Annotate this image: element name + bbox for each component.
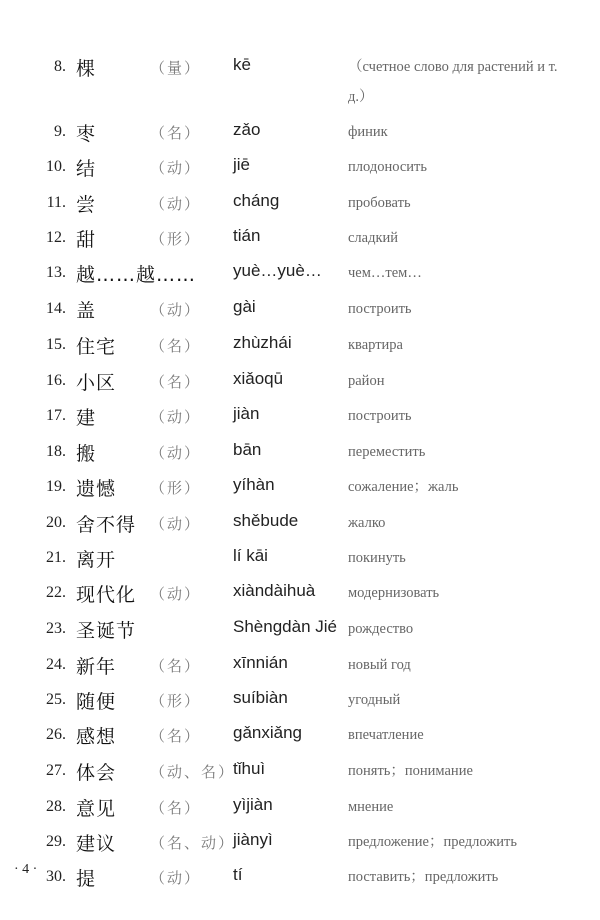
chinese-word: 越……越……: [76, 264, 197, 286]
chinese-word: 搬: [76, 443, 97, 465]
russian-translation: чем…тем…: [348, 265, 422, 281]
pinyin: tí: [233, 865, 243, 884]
entry-number: 8.: [54, 58, 66, 75]
pinyin: jiàn: [233, 404, 260, 423]
chinese-word: 新年: [76, 656, 117, 678]
part-of-speech: （名）: [150, 657, 202, 675]
russian-translation: построить: [348, 408, 412, 424]
chinese-word: 建议: [76, 833, 117, 855]
russian-translation: впечатление: [348, 727, 424, 743]
russian-translation: построить: [348, 301, 412, 317]
pinyin: gài: [233, 297, 256, 316]
pinyin: kē: [233, 55, 251, 74]
part-of-speech: （动）: [150, 585, 202, 603]
pinyin: zǎo: [233, 120, 261, 139]
entry-number: 19.: [46, 478, 66, 495]
vocabulary-row: [0, 330, 600, 360]
chinese-word: 体会: [76, 762, 117, 784]
entry-number: 9.: [54, 123, 66, 140]
part-of-speech: （动、名）: [150, 763, 236, 781]
chinese-word: 遗憾: [76, 478, 117, 500]
part-of-speech: （名、动）: [150, 834, 236, 852]
pinyin: yíhàn: [233, 475, 275, 494]
russian-translation: покинуть: [348, 550, 406, 566]
part-of-speech: （名）: [150, 124, 202, 142]
vocabulary-row: [0, 366, 600, 396]
russian-translation: сожаление；жаль: [348, 479, 459, 495]
entry-number: 27.: [46, 762, 66, 779]
part-of-speech: （形）: [150, 230, 202, 248]
vocabulary-row: [0, 508, 600, 538]
entry-number: 23.: [46, 620, 66, 637]
part-of-speech: （动）: [150, 515, 202, 533]
russian-translation: （счетное слово для растений и т. д.）: [348, 59, 558, 105]
vocabulary-row: [0, 578, 600, 608]
russian-translation: переместить: [348, 444, 426, 460]
chinese-word: 建: [76, 407, 97, 429]
part-of-speech: （动）: [150, 195, 202, 213]
page-number: · 4 ·: [14, 862, 38, 877]
russian-translation: модернизовать: [348, 585, 440, 601]
part-of-speech: （量）: [150, 59, 202, 77]
entry-number: 22.: [46, 584, 66, 601]
pinyin: shěbude: [233, 511, 299, 530]
chinese-word: 离开: [76, 549, 117, 571]
vocabulary-row: [0, 152, 600, 182]
russian-translation: предложение；предложить: [348, 834, 517, 850]
part-of-speech: （动）: [150, 444, 202, 462]
part-of-speech: （名）: [150, 373, 202, 391]
pinyin: suíbiàn: [233, 688, 288, 707]
pinyin: xiǎoqū: [233, 369, 284, 388]
pinyin: gǎnxiǎng: [233, 723, 303, 742]
pinyin: jiànyì: [233, 830, 273, 849]
vocabulary-row: [0, 188, 600, 218]
part-of-speech: （名）: [150, 727, 202, 745]
chinese-word: 感想: [76, 726, 117, 748]
russian-translation: новый год: [348, 657, 411, 673]
vocabulary-row: [0, 258, 600, 288]
part-of-speech: （形）: [150, 479, 202, 497]
entry-number: 26.: [46, 726, 66, 743]
part-of-speech: （名）: [150, 337, 202, 355]
vocabulary-row: [0, 294, 600, 324]
entry-number: 21.: [46, 549, 66, 566]
chinese-word: 甜: [76, 229, 97, 251]
vocabulary-row: [0, 685, 600, 715]
vocabulary-row: [0, 614, 600, 644]
entry-number: 24.: [46, 656, 66, 673]
vocabulary-row: [0, 827, 600, 857]
entry-number: 11.: [46, 194, 66, 211]
vocabulary-row: [0, 117, 600, 147]
pinyin: xiàndàihuà: [233, 581, 316, 600]
chinese-word: 随便: [76, 691, 117, 713]
russian-translation: мнение: [348, 799, 394, 815]
part-of-speech: （动）: [150, 159, 202, 177]
pinyin: yuè…yuè…: [233, 261, 322, 280]
pinyin: yìjiàn: [233, 795, 273, 814]
pinyin: xīnnián: [233, 653, 288, 672]
entry-number: 28.: [46, 798, 66, 815]
part-of-speech: （名）: [150, 799, 202, 817]
pinyin: zhùzhái: [233, 333, 292, 352]
russian-translation: угодный: [348, 692, 401, 708]
russian-translation: пробовать: [348, 195, 411, 211]
vocabulary-row: [0, 756, 600, 786]
entry-number: 25.: [46, 691, 66, 708]
russian-translation: поставить；предложить: [348, 869, 499, 885]
chinese-word: 提: [76, 868, 97, 890]
russian-translation: район: [348, 373, 385, 389]
entry-number: 13.: [46, 264, 66, 281]
entry-number: 30.: [46, 868, 66, 885]
chinese-word: 圣诞节: [76, 620, 137, 642]
pinyin: lí kāi: [233, 546, 268, 565]
entry-number: 17.: [46, 407, 66, 424]
pinyin: jiē: [233, 155, 251, 174]
vocabulary-row: [0, 720, 600, 750]
russian-translation: квартира: [348, 337, 403, 353]
pinyin: tián: [233, 226, 261, 245]
vocabulary-row: [0, 792, 600, 822]
russian-translation: жалко: [348, 515, 386, 531]
russian-translation: финик: [348, 124, 388, 140]
pinyin: tǐhuì: [233, 759, 266, 778]
chinese-word: 住宅: [76, 336, 117, 358]
vocabulary-row: [0, 52, 600, 105]
chinese-word: 枣: [76, 123, 97, 145]
russian-translation: рождество: [348, 621, 414, 637]
vocabulary-row: [0, 437, 600, 467]
part-of-speech: （动）: [150, 408, 202, 426]
part-of-speech: （动）: [150, 301, 202, 319]
russian-translation: понять；понимание: [348, 763, 473, 779]
part-of-speech: （形）: [150, 692, 202, 710]
pinyin: bān: [233, 440, 262, 459]
entry-number: 10.: [46, 158, 66, 175]
vocabulary-row: [0, 650, 600, 680]
entry-number: 16.: [46, 372, 66, 389]
russian-translation: плодоносить: [348, 159, 427, 175]
vocabulary-row: [0, 862, 600, 892]
russian-translation: сладкий: [348, 230, 399, 246]
chinese-word: 棵: [76, 58, 97, 80]
chinese-word: 舍不得: [76, 514, 137, 536]
chinese-word: 盖: [76, 300, 97, 322]
entry-number: 15.: [46, 336, 66, 353]
entry-number: 29.: [46, 833, 66, 850]
chinese-word: 尝: [76, 194, 97, 216]
entry-number: 12.: [46, 229, 66, 246]
vocabulary-row: [0, 543, 600, 573]
entry-number: 20.: [46, 514, 66, 531]
vocabulary-row: [0, 223, 600, 253]
vocabulary-row: [0, 472, 600, 502]
chinese-word: 小区: [76, 372, 117, 394]
pinyin: Shèngdàn Jié: [233, 617, 337, 636]
chinese-word: 结: [76, 158, 97, 180]
entry-number: 14.: [46, 300, 66, 317]
chinese-word: 现代化: [76, 584, 137, 606]
part-of-speech: （动）: [150, 869, 202, 887]
entry-number: 18.: [46, 443, 66, 460]
vocabulary-row: [0, 401, 600, 431]
chinese-word: 意见: [76, 798, 117, 820]
pinyin: cháng: [233, 191, 280, 210]
